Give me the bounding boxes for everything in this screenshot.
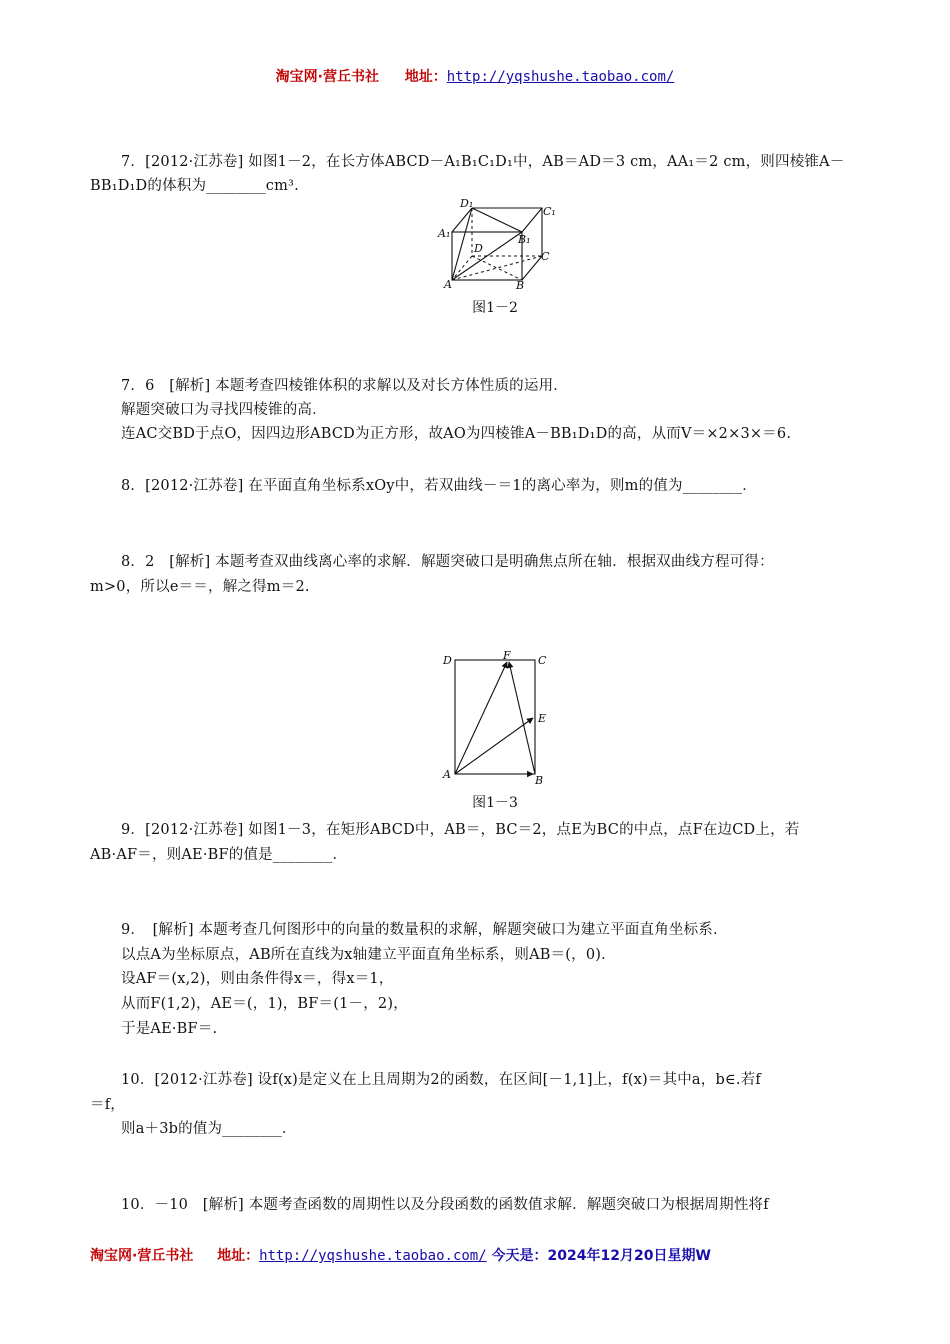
text-line: 从而F(1,2)，AE＝(，1)，BF＝(1－，2)， bbox=[121, 996, 408, 1012]
label-f: F bbox=[503, 649, 511, 662]
figure-1-2-cuboid bbox=[430, 196, 560, 290]
label-e: E bbox=[538, 712, 547, 725]
header-addr-label: 地址： bbox=[404, 69, 447, 85]
text-line: 连AC交BD于点O，因四边形ABCD为正方形，故AO为四棱锥A－BB₁D₁D的高，从而V＝×2×3×＝6. bbox=[121, 426, 792, 442]
text-line: 9． [解析] 本题考查几何图形中的向量的数量积的求解，解题突破口为建立平面直角坐标系． bbox=[121, 922, 728, 938]
text-line: 7．[2012·江苏卷] 如图1－2，在长方体ABCD－A₁B₁C₁D₁中，AB＝AD＝3 cm，AA₁＝2 cm，则四棱锥A－ bbox=[121, 154, 845, 170]
label-d: D bbox=[474, 242, 483, 255]
label-b: B bbox=[535, 774, 544, 787]
text-line: 于是AE·BF＝. bbox=[121, 1021, 218, 1037]
label-c: C bbox=[538, 654, 547, 667]
text-line: m>0，所以e＝＝，解之得m＝2. bbox=[90, 579, 310, 595]
label-a: A bbox=[444, 278, 452, 290]
text-line: 8．[2012·江苏卷] 在平面直角坐标系xOy中，若双曲线－＝1的离心率为，则m的值为________． bbox=[121, 478, 757, 494]
text-line: 解题突破口为寻找四棱锥的高． bbox=[121, 402, 327, 418]
label-c1: C₁ bbox=[543, 205, 556, 218]
label-b: B bbox=[516, 279, 525, 290]
footer-date: 今天是：2024年12月20日星期W bbox=[491, 1248, 711, 1264]
figure-1-2-caption: 图1－2 bbox=[472, 300, 518, 316]
label-a: A bbox=[443, 768, 451, 781]
text-line: 以点A为坐标原点，AB所在直线为x轴建立平面直角坐标系，则AB＝(，0)． bbox=[121, 947, 616, 963]
header-url-link[interactable]: http://yqshushe.taobao.com/ bbox=[446, 69, 675, 85]
text-line: ＝f， bbox=[90, 1097, 125, 1113]
footer-addr-label: 地址： bbox=[217, 1248, 260, 1264]
figure-1-3-rectangle bbox=[438, 648, 558, 788]
text-line: AB·AF＝，则AE·BF的值是________． bbox=[90, 847, 348, 863]
page-header bbox=[0, 66, 950, 86]
page-footer bbox=[90, 1245, 711, 1265]
header-shop: 淘宝网·营丘书社 bbox=[275, 69, 379, 85]
text-line: 8．2 [解析] 本题考查双曲线离心率的求解．解题突破口是明确焦点所在轴．根据双曲线方程可得： bbox=[121, 554, 774, 570]
label-b1: B₁ bbox=[518, 233, 531, 246]
label-a1: A₁ bbox=[438, 227, 451, 240]
text-line: 10．[2012·江苏卷] 设f(x)是定义在上且周期为2的函数，在区间[－1,1]上，f(x)＝其中a，b∈.若f bbox=[121, 1072, 761, 1088]
label-d: D bbox=[443, 654, 452, 667]
footer-shop: 淘宝网·营丘书社 bbox=[90, 1248, 194, 1264]
figure-1-3-caption: 图1－3 bbox=[472, 795, 518, 811]
text-line: 设AF＝(x,2)，则由条件得x＝，得x＝1， bbox=[121, 971, 394, 987]
footer-url-link[interactable]: http://yqshushe.taobao.com/ bbox=[259, 1248, 487, 1264]
text-line: 9．[2012·江苏卷] 如图1－3，在矩形ABCD中，AB＝，BC＝2，点E为BC的中点，点F在边CD上，若 bbox=[121, 822, 800, 838]
label-c: C bbox=[541, 250, 550, 263]
label-d1: D₁ bbox=[460, 197, 474, 210]
text-line: 7．6 [解析] 本题考查四棱锥体积的求解以及对长方体性质的运用． bbox=[121, 378, 568, 394]
text-line: 10．－10 [解析] 本题考查函数的周期性以及分段函数的函数值求解．解题突破口为根据周期性将f bbox=[121, 1197, 769, 1213]
text-line: BB₁D₁D的体积为________cm³. bbox=[90, 178, 299, 194]
text-line: 则a＋3b的值为________． bbox=[121, 1121, 297, 1137]
